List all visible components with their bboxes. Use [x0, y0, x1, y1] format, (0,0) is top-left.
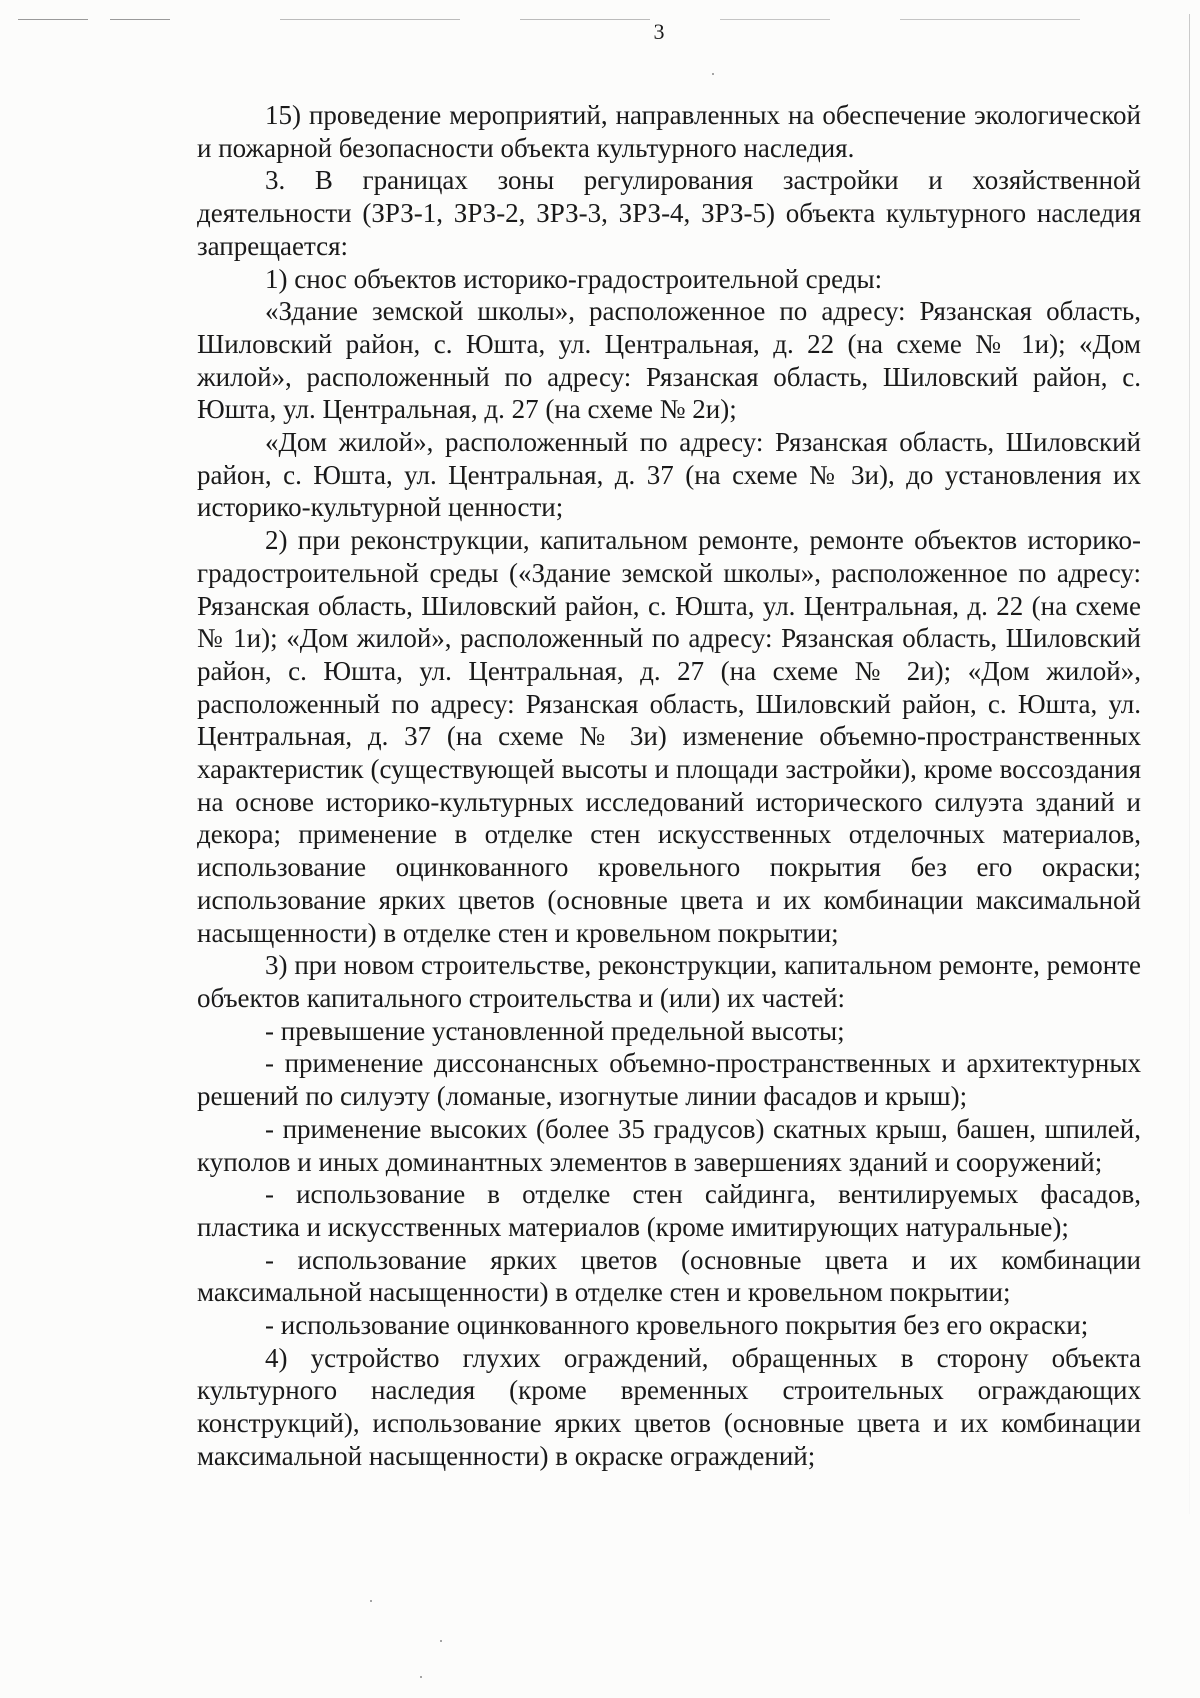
list-item-siding: - использование в отделке стен сайдинга, вентилируемых фасадов, пластика и искусственных материалов (кроме имитирующих натуральные); [197, 1179, 1141, 1242]
scan-artifact-edge [1189, 14, 1190, 1514]
list-item-galvanized-roof: - использование оцинкованного кровельного покрытия без его окраски; [265, 1310, 1089, 1341]
paragraph-section-3: 3. В границах зоны регулирования застройки и хозяйственной деятельности (ЗРЗ-1, ЗРЗ-2, ЗРЗ-3, ЗРЗ-4, ЗРЗ-5) объекта культурного наследия запрещается: [197, 165, 1141, 261]
list-item-silhouette: - применение диссонансных объемно-пространственных и архитектурных решений по силуэту (ломаные, изогнутые линии фасадов и крыш); [197, 1048, 1141, 1112]
paragraph-item-15: 15) проведение мероприятий, направленных на обеспечение экологической и пожарной безопасности объекта культурного наследия. [197, 100, 1141, 163]
paragraph-school-building: «Здание земской школы», расположенное по адресу: Рязанская область, Шиловский район, с. Юшта, ул. Центральная, д. 22 (на схеме № 1и); «Дом жилой», расположенный по адресу: Рязанская область, Шиловский район, с. Юшта, ул. Центральная, д. 27 (на схеме № 2и); [197, 296, 1141, 425]
paragraph-item-1: 1) снос объектов историко-градостроительной среды: [265, 263, 883, 294]
list-item-height: - превышение установленной предельной высоты; [265, 1015, 845, 1046]
list-item-bright-colors: - использование ярких цветов (основные цвета и их комбинации максимальной насыщенности) в отделке стен и кровельном покрытии; [197, 1244, 1141, 1308]
list-item-roofs: - применение высоких (более 35 градусов) скатных крыш, башен, шпилей, куполов и иных доминантных элементов в завершениях зданий и сооружений; [197, 1113, 1141, 1177]
paragraph-house-37: «Дом жилой», расположенный по адресу: Рязанская область, Шиловский район, с. Юшта, ул. Центральная, д. 37 (на схеме № 3и), до установления их историко-культурной ценности; [197, 427, 1141, 523]
scan-speck [420, 1676, 422, 1678]
paragraph-item-3: 3) при новом строительстве, реконструкции, капитальном ремонте, ремонте объектов капитального строительства и (или) их частей: [197, 950, 1141, 1013]
scan-speck [440, 1640, 442, 1642]
scan-speck [370, 1600, 372, 1602]
paragraph-item-2: 2) при реконструкции, капитальном ремонте, ремонте объектов историко-градостроительной среды («Здание земской школы», расположенное по адресу: Рязанская область, Шиловский район, с. Юшта, ул. Центральная, д. 22 (на схеме № 1и); «Дом жилой», расположенный по адресу: Рязанская область, Шиловский район, с. Юшта, ул. Центральная, д. 27 (на схеме № 2и); «Дом жилой», расположенный по адресу: Рязанская область, Шиловский район, с. Юшта, ул. Центральная, д. 37 (на схеме № 3и) изменение объемно-пространственных характеристик (существующей высоты и площади застройки), кроме воссоздания на основе историко-культурных исследований исторического силуэта зданий и декора; применение в отделке стен искусственных отделочных материалов, использование оцинкованного кровельного покрытия без его окраски; использование ярких цветов (основные цвета и их комбинации максимальной насыщенности) в отделке стен и кровельном покрытии; [197, 525, 1141, 948]
scan-speck [712, 73, 714, 75]
page-number: 3 [653, 19, 665, 44]
document-body [197, 99, 1141, 1473]
paragraph-item-4: 4) устройство глухих ограждений, обращенных в сторону объекта культурного наследия (кроме временных строительных ограждающих конструкций), использование ярких цветов (основные цвета и их комбинации максимальной насыщенности) в окраске ограждений; [197, 1342, 1141, 1471]
